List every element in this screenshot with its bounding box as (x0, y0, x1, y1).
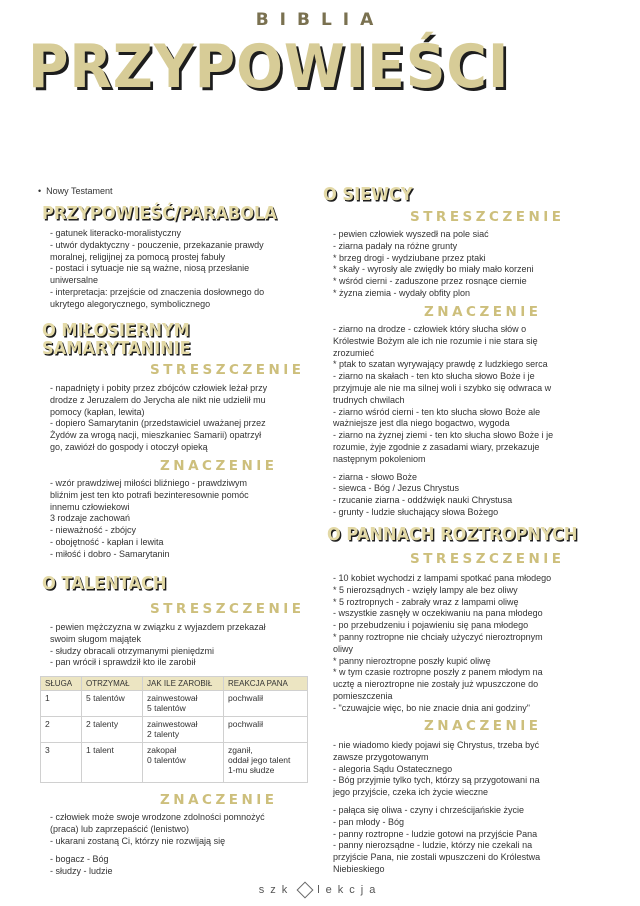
siewca-summary (333, 229, 603, 300)
text-line: * panny roztropne nie chciały użyczyć nieroztropnym (333, 631, 543, 642)
diamond-icon (297, 882, 314, 899)
text-line: * brzeg drogi - wydziubane przez ptaki (333, 252, 486, 263)
section-title-panny: O PANNACH ROZTROPNYCH (327, 524, 578, 545)
text-line: - słudzy - ludzie (50, 866, 113, 877)
text-line: ważniejsze jest dla niego bogactwo, wygoda (333, 418, 510, 429)
panny-summary (333, 573, 605, 715)
text-line: - pan młody - Bóg (333, 816, 405, 827)
text-line: - pałąca się oliwa - czyny i chrześcijańskie życie (333, 804, 525, 815)
text-line: 3 rodzaje zachowań (50, 513, 131, 524)
text-line: - "czuwajcie więc, bo nie znacie dnia ani godziny" (333, 702, 530, 713)
text-line: trudnych chwilach (333, 394, 405, 405)
text-line: - po przebudzeniu i pojawieniu się pana młodego (333, 620, 529, 631)
text-line: - słudzy obracali otrzymanymi pieniędzmi (50, 645, 215, 656)
table-cell: zainwestował 2 talenty (143, 717, 224, 743)
text-line: - ziarna padały na różne grunty (333, 240, 458, 251)
text-line: - rzucanie ziarna - oddźwięk nauki Chrystusa (333, 495, 513, 506)
samarytanin-meaning (50, 478, 312, 561)
table-header: OTRZYMAŁ (82, 677, 143, 691)
text-line: * ptak to szatan wyrywający prawdę z ludzkiego serca (333, 359, 548, 370)
table-cell: zainwestował 5 talentów (143, 691, 224, 717)
text-line: ucztę a nieroztropne nie zostały już wpuszczone do (333, 679, 539, 690)
text-line: pomieszczenia (333, 690, 393, 701)
table-row (41, 743, 308, 783)
text-line: - pewien człowiek wyszedł na pole siać (333, 229, 489, 239)
text-line: - napadnięty i pobity przez zbójców człowiek leżał przy (50, 383, 268, 393)
text-line: - nie wiadomo kiedy pojawi się Chrystus, trzeba być (333, 740, 540, 750)
subtitle-znaczenie: ZNACZENIE (424, 718, 542, 734)
text-line: * 5 roztropnych - zabrały wraz z lampami oliwę (333, 596, 519, 607)
text-line: ukrytego alegorycznego, symbolicznego (50, 298, 211, 309)
text-line: innemu człowiekowi (50, 501, 130, 512)
footer-logo-left: szk (258, 884, 294, 896)
text-line: * panny nieroztropne poszły kupić oliwę (333, 655, 491, 666)
text-line: - ziarno wśród cierni - ten kto słucha słowo Boże ale (333, 406, 541, 417)
section-title-samarytanin-1: O MIŁOSIERNYM (42, 320, 190, 341)
text-line: swoim sługom majątek (50, 633, 142, 644)
subtitle-streszczenie: STRESZCZENIE (150, 601, 305, 617)
bullet-item (38, 186, 113, 196)
text-line: * skały - wyrosły ale zwiędły bo miały mało korzeni (333, 264, 534, 275)
table-row (41, 691, 308, 717)
text-line: pomocy (kapłan, lewita) (50, 406, 145, 417)
subtitle-znaczenie: ZNACZENIE (160, 792, 278, 808)
text-line: - siewca - Bóg / Jezus Chrystus (333, 483, 460, 494)
subtitle-znaczenie: ZNACZENIE (160, 458, 278, 474)
text-line: - ukarani zostaną Ci, którzy nie rozwijają się (50, 835, 226, 846)
text-line: * wśród cierni - zaduszone przez rosnące ciernie (333, 276, 527, 287)
table-cell: 1 (41, 691, 82, 717)
text-line: - Bóg przyjmie tylko tych, którzy są przygotowani na (333, 775, 540, 786)
table-cell: 2 talenty (82, 717, 143, 743)
spacer (50, 847, 312, 854)
table-cell: pochwalił (224, 717, 308, 743)
text-line: * 5 nierozsądnych - wzięły lampy ale bez oliwy (333, 584, 518, 595)
text-line: rozumie, żyje zgodnie z zasadami wiary, przekazuje (333, 441, 540, 452)
section-title-parabola: PRZYPOWIEŚĆ/PARABOLA (42, 203, 277, 224)
text-line: - postaci i sytuacje nie są ważne, niosą przesłanie (50, 263, 250, 274)
talents-table (40, 676, 308, 783)
text-line: przyjście Pana, nie zostali wpuszczeni do Królestwa (333, 852, 541, 863)
text-line: - miłość i dobro - Samarytanin (50, 548, 170, 559)
table-cell: 2 (41, 717, 82, 743)
text-line: jego przyjście, czeka ich życie wieczne (333, 787, 489, 798)
text-line: - wszystkie zasnęły w oczekiwaniu na pana młodego (333, 608, 543, 619)
text-line: - nieważność - zbójcy (50, 525, 137, 536)
table-cell: zganił, oddał jego talent 1-mu słudze (224, 743, 308, 783)
parabola-text (50, 228, 310, 311)
section-title-samarytanin-2: SAMARYTANINIE (42, 338, 191, 359)
table-row (41, 717, 308, 743)
text-line: go, zawiózł do gospody i otoczył opieką (50, 441, 208, 452)
text-line: Niebieskiego (333, 863, 385, 874)
text-line: - ziarno na żyznej ziemi - ten kto słucha słowo Boże i je (333, 430, 554, 441)
text-line: - panny nierozsądne - ludzie, którzy nie czekali na (333, 840, 533, 851)
text-line: zrozumieć (333, 347, 375, 358)
text-line: * żyzna ziemia - wydały obfity plon (333, 287, 471, 298)
table-cell: 1 talent (82, 743, 143, 783)
header-kicker: BIBLIA (255, 10, 385, 30)
text-line: Żydów za wrogą nacji, mieszkaniec Samarii) opatrzył (50, 430, 262, 441)
text-line: - bogacz - Bóg (50, 854, 109, 865)
text-line: - panny roztropne - ludzie gotowi na przyjście Pana (333, 828, 538, 839)
text-line: zawsze przygotowanym (333, 751, 429, 762)
bullet-dot: • (38, 186, 47, 196)
page-title: PRZYPOWIEŚCI (28, 32, 510, 102)
text-line: - utwór dydaktyczny - pouczenie, przekazanie prawdy (50, 239, 264, 250)
table-header-row (41, 677, 308, 691)
text-line: - ziarna - słowo Boże (333, 471, 418, 482)
text-line: (praca) lub zaprzepaścić (lenistwo) (50, 823, 190, 834)
table-header: REAKCJA PANA (224, 677, 308, 691)
text-line: - grunty - ludzie słuchający słowa Bożego (333, 506, 499, 517)
text-line: oliwy (333, 643, 354, 654)
section-title-talenty: O TALENTACH (42, 573, 167, 594)
panny-meaning (333, 740, 605, 876)
text-line: przyjmuje ale nie ma silnej woli i szybko się odwraca w (333, 382, 552, 393)
text-line: - wzór prawdziwej miłości bliźniego - prawdziwym (50, 478, 248, 488)
text-line: - obojętność - kapłan i lewita (50, 536, 164, 547)
text-line: - człowiek może swoje wrodzone zdolności pomnożyć (50, 812, 265, 822)
samarytanin-summary (50, 383, 312, 454)
talenty-summary (50, 622, 312, 669)
text-line: - pewien mężczyzna w związku z wyjazdem przekazał (50, 622, 266, 632)
table-header: SŁUGA (41, 677, 82, 691)
talenty-meaning (50, 812, 312, 878)
text-line: - interpretacja: przejście od znaczenia dosłownego do (50, 286, 265, 297)
bullet-text: Nowy Testament (46, 186, 113, 196)
footer-logo (0, 884, 640, 896)
text-line: - ziarno na drodze - człowiek który słucha słów o (333, 324, 527, 334)
subtitle-znaczenie: ZNACZENIE (424, 304, 542, 320)
text-line: Królestwie Bożym ale ich nie rozumie i nie stara się (333, 335, 538, 346)
text-line: moralnej, religijnej za pomocą prostej fabuły (50, 251, 226, 262)
table-cell: 3 (41, 743, 82, 783)
text-line: - ziarno na skałach - ten kto słucha słowo Boże i je (333, 371, 535, 382)
text-line: - alegoria Sądu Ostatecznego (333, 763, 453, 774)
section-title-siewca: O SIEWCY (323, 184, 413, 205)
text-line: - dopiero Samarytanin (przedstawiciel uważanej przez (50, 418, 266, 429)
text-line: - gatunek literacko-moralistyczny (50, 228, 182, 238)
footer-logo-right: lekcja (317, 884, 382, 896)
subtitle-streszczenie: STRESZCZENIE (150, 362, 305, 378)
text-line: - pan wrócił i sprawdził kto ile zarobił (50, 657, 196, 668)
table-cell: pochwalił (224, 691, 308, 717)
subtitle-streszczenie: STRESZCZENIE (410, 209, 565, 225)
text-line: - 10 kobiet wychodzi z lampami spotkać pana młodego (333, 573, 552, 583)
text-line: * w tym czasie roztropne poszły z panem młodym na (333, 667, 543, 678)
table-cell: 5 talentów (82, 691, 143, 717)
subtitle-streszczenie: STRESZCZENIE (410, 551, 565, 567)
siewca-meaning (333, 324, 605, 519)
text-line: drodze z Jeruzalem do Jerycha ale nikt nie udzielił mu (50, 394, 266, 405)
table-header: JAK ILE ZAROBIŁ (143, 677, 224, 691)
text-line: bliźnim jest ten kto potrafi bezinteresownie pomóc (50, 489, 249, 500)
text-line: następnym pokoleniom (333, 453, 426, 464)
table-cell: zakopał 0 talentów (143, 743, 224, 783)
text-line: uniwersalne (50, 275, 99, 286)
